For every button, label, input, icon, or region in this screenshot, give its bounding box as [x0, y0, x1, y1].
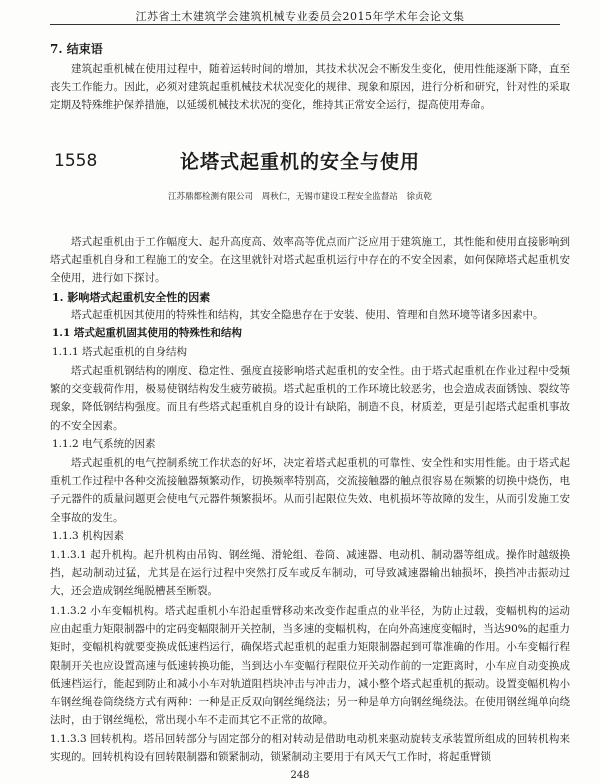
- conclusion-text: 建筑起重机械在使用过程中，随着运转时间的增加，其技术状况会不断发生变化，使用性能逐渐下降，直至丧失工作能力。因此，必须对建筑起重机械技术状况变化的规律、现象和原因，进行分析和研究，针对性的采取定期及特殊维护保养措施，以延缓机械技术状况的变化，维持其正常安全运行，提高使用寿命。: [50, 63, 570, 112]
- section-1-1-3-3-text: 1.1.3.3 回转机构。塔吊回转部分与固定部分的相对转动是借助电动机来驱动旋转支承装置所组成的回转机构来实现的。回转机构设有回转限制器和锁紧制动，锁紧制动主要用于有风天气工作时，将起重臂锁: [50, 733, 570, 764]
- section-1-1-3-3-paragraph: [50, 730, 570, 766]
- section-1-1-3-2-text: 1.1.3.2 小车变幅机构。塔式起重机小车沿起重臂移动来改变作起重点的业半径，为防止过载，变幅机构的运动应由起重力矩限制器中的定码变幅限制开关控制，当多速的变幅机构，在向外高速度变幅时，当达90%的起重力矩时，变幅机构就要变换成低速档运行，确保塔式起重机的起重力矩限制器起到可靠准确的作用。小车变幅行程限制开关也应设置高速与低速转换功能，当到达小车变幅行程限位开关动作前的一定距离时，小车应自动变换成低速档运行，能起到防止和减小小车对轨道阻档块冲击与冲击力，减小整个塔式起重机的振动。设置变幅机构小车钢丝绳卷筒绕绕方式有两种：一种是正反双向钢丝绳绕法；另一种是单方向钢丝绳绕法。在使用钢丝绳单向绕法时，由于钢丝绳松，常出现小车不走而其它不正常的故障。: [50, 605, 570, 727]
- running-header: 江苏省土木建筑学会建筑机械专业委员会2015年学术年会论文集: [135, 10, 465, 23]
- header-rule: [50, 24, 560, 25]
- section-1-1-3-1-paragraph: [50, 546, 570, 601]
- section-1-text: 塔式起重机因其使用的特殊性和结构，其安全隐患存在于安装、使用、管理和自然环境等诸多因素中。: [71, 309, 544, 321]
- page-number: 248: [290, 770, 310, 781]
- section-1-1-3-1-text: 1.1.3.1 起升机构。起升机构由吊钩、钢丝绳、滑轮组、卷筒、减速器、电动机、制动器等组成。操作时越级换挡，起动制动过猛，尤其是在运行过程中突然打反车或反车制动，可导致减速器输出轴损坏，换挡冲击振动过大，还会造成钢丝绳脱槽甚至断裂。: [50, 549, 570, 598]
- paper-number: 1558: [54, 151, 98, 171]
- section-1-1-2-paragraph: [50, 454, 570, 527]
- section-1-1-2-heading: 1.1.2 电气系统的因素: [52, 438, 156, 450]
- author-line: 江苏鼎都检测有限公司 周秋仁，无锡市建设工程安全监督站 徐贞乾: [168, 192, 432, 202]
- section-1-1-3-heading: 1.1.3 机构因素: [52, 530, 125, 542]
- intro-paragraph: [50, 233, 570, 288]
- section-1-1-1-paragraph: [50, 362, 570, 435]
- section-1-1-1-text: 塔式起重机钢结构的刚度、稳定性、强度直接影响塔式起重机的安全性。由于塔式起重机在作业过程中受频繁的交变载荷作用，极易使钢结构发生疲劳破损。塔式起重机的工作环境比较恶劣，也会造成表面锈蚀、裂纹等现象，降低钢结构强度。而且有些塔式起重机自身的设计有缺陷，制造不良，材质差，更是引起塔式起重机事故的不安全因素。: [50, 365, 570, 432]
- section-1-1-3-2-paragraph: [50, 602, 570, 729]
- intro-text: 塔式起重机由于工作幅度大、起升高度高、效率高等优点而广泛应用于建筑施工，其性能和使用直接影响到塔式起重机自身和工程施工的安全。在这里就针对塔式起重机运行中存在的不安全因素，如何保障塔式起重机安全使用，进行如下探讨。: [50, 236, 570, 285]
- conclusion-paragraph: [50, 60, 570, 115]
- conclusion-heading: 7. 结束语: [50, 42, 103, 56]
- section-1-paragraph: [50, 306, 570, 324]
- section-1-heading: 1. 影响塔式起重机安全性的因素: [52, 291, 211, 304]
- section-1-1-2-text: 塔式起重机的电气控制系统工作状态的好坏，决定着塔式起重机的可靠性、安全性和实用性能。由于塔式起重机工作过程中各种交流接触器频繁动作，切换频率特别高，交流接触器的触点很容易在频繁的切换中烧伤，电子元器件的质量问题更会使电气元器件频繁损坏。从而引起限位失效、电机损坏等故障的发生，从而引发施工安全事故的发生。: [50, 457, 570, 524]
- paper-title: 论塔式起重机的安全与使用: [179, 151, 420, 173]
- section-1-1-heading: 1.1 塔式起重机固其使用的特殊性和结构: [52, 327, 242, 339]
- section-1-1-1-heading: 1.1.1 塔式起重机的自身结构: [52, 346, 188, 358]
